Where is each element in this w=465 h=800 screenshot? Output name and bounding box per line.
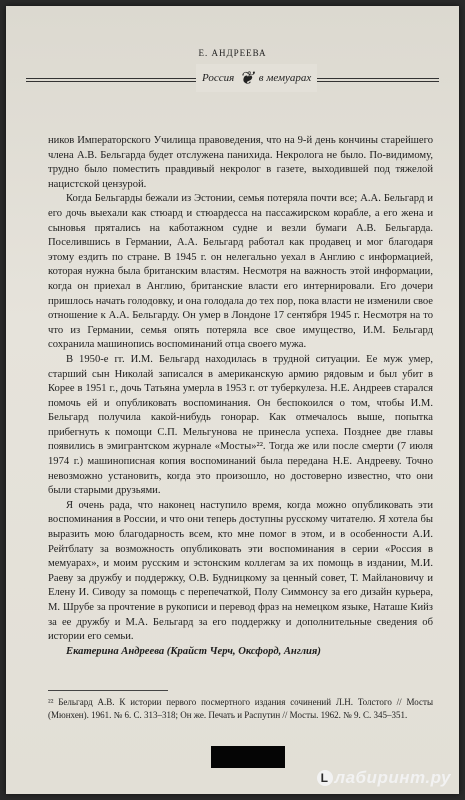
watermark [317,768,452,788]
book-page [6,6,459,794]
paragraph: В 1950-е гг. И.М. Бельгард находилась в трудной ситуации. Ее муж умер, старший сын Николай записался в американскую армию рядовым и был убит в Корее в 1951 г., дочь Татьяна умерла в 1953 г. от туберкулеза. Н.Е. Андреев старался помочь ей и опубликовать воспоминания. Он беспокоился о том, чтобы И.М. Бельгард получила какой-нибудь гонорар. Как отмечалось выше, попытка прибегнуть к помощи С.П. Мельгунова не принесла успеха. Позднее две главы появились в эмигрантском журнале «Мосты»²². Тогда же или после смерти (7 июля 1974 г.) машинописная копия воспоминаний была передана Н.Е. Андрееву. Точно невозможно установить, когда это произошло, но достоверно известно, что они были старыми друзьями. [48,353,433,497]
footnote: ²² Бельгард А.В. К истории первого посмертного издания сочинений Л.Н. Толстого // Мосты (Мюнхен). 1961. № 6. С. 313–318; Он же. Печать и Распутин // Мосты. 1962. № 9. С. 345–351. [48,697,433,720]
series-title-part2: в мемуарах [258,72,312,84]
series-title-bar [26,64,439,94]
footnote-rule [48,690,168,691]
series-title [196,64,317,92]
author-signature: Екатерина Андреева (Крайст Черч, Оксфорд, Англия) [66,645,321,657]
series-title-part1: Россия [202,72,235,84]
running-head-author: Е. АНДРЕЕВА [198,48,267,58]
paragraph: ников Императорского Училища правоведения, что на 9-й день кончины старейшего члена А.В. Бельгарда будет отслужена панихида. Некролога не было. По-видимому, трудно было поместить правдивый некролог в газете, выходившей под тяжелой нацистской цензурой. [48,135,433,190]
paragraph: Я очень рада, что наконец наступило время, когда можно опубликовать эти воспоминания в России, и что они теперь доступны русскому читателю. Я хотела бы выразить мою благодарность всем, кто мне помог в этом, и в особенности А.И. Рейтблату за возможность опубликовать эти воспоминания в серии «Россия в мемуарах», и моим русским и эстонским коллегам за их помощь в издании, М.И. Раеву за дружбу и поддержку, О.В. Будницкому за ценный совет, Т. Майлановичу и Елену И. Сиводу за помощь с перепечаткой, Полу Симмонсу за его дизайн курьера, М. Шрубе за прочтение в рукописи и перевод фраз на немецком языке, Наташе Кийз за ее дружбу и М.А. Бельгард за его поддержку и дополнительные сведения об истории его семьи. [48,499,433,643]
watermark-text: лабиринт.ру [334,768,451,787]
paragraph: Когда Бельгарды бежали из Эстонии, семья потеряла почти все; А.А. Бельгард и его дочь выехали как стюард и стюардесса на пассажирском корабле, а его жена и сыновья прятались на каботажном судне и везли бумаги А.В. Бельгарда. Поселившись в Германии, А.А. Бельгард работал как продавец и мог благодаря этому ездить по стране. В 1945 г. он нелегально уехал в Англию с информацией, которая нужна была британским властям. Несмотря на важность этой информации, когда он приехал в Англию, британские власти его интернировали. Его дочери пришлось начать голодовку, и она голодала до тех пор, пока власти не изменили свое отношение к А.А. Бельгарду. Он умер в Лондоне 17 сентября 1945 г. Несмотря на то что из Германии, семья опять потеряла все свое имущество, И.М. Бельгард сохранила машинопись воспоминаний отца своего мужа. [48,193,434,351]
watermark-logo-icon: L [317,770,333,786]
main-text [48,134,433,659]
page-number-redaction [211,746,285,768]
series-ornament-icon: ❦ [238,68,255,89]
